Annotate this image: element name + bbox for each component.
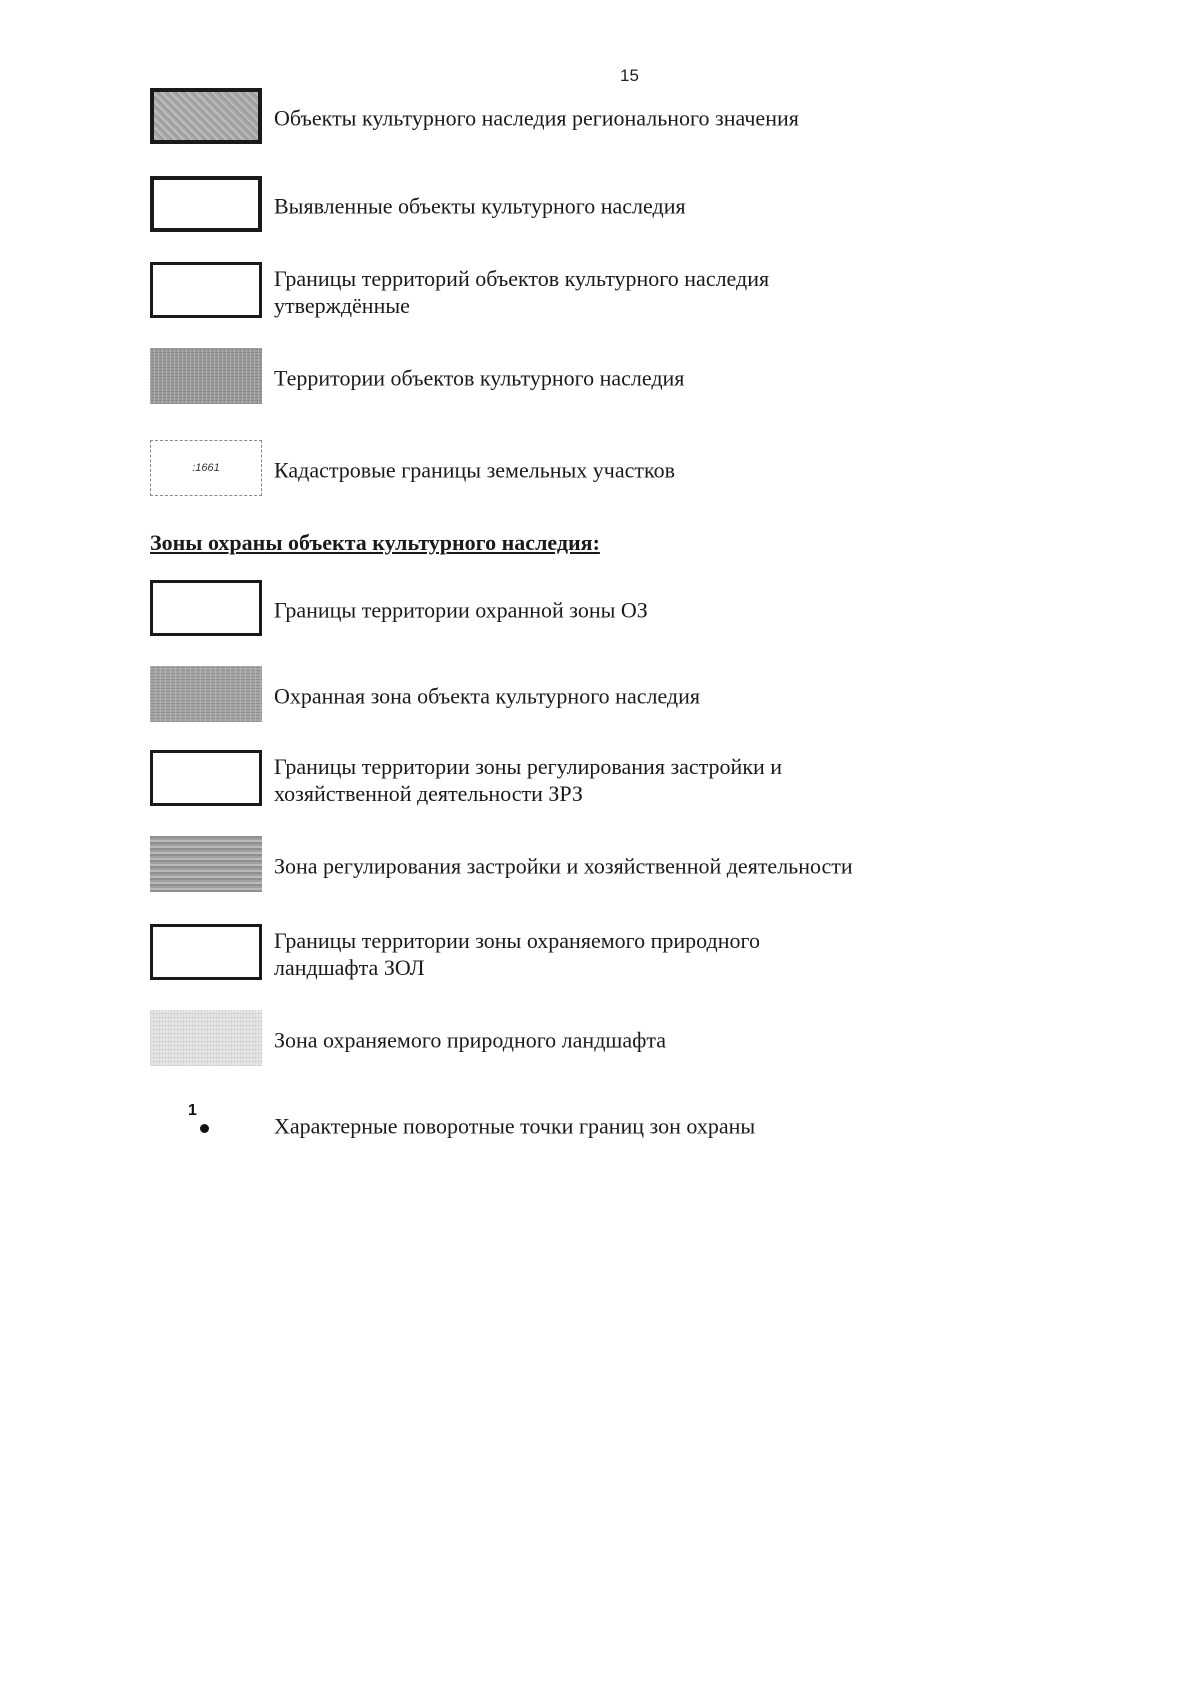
zone-label: Охранная зона объекта культурного наследия <box>274 683 701 709</box>
zone-item-oz-borders <box>150 580 850 640</box>
landscape-zone-swatch-icon <box>150 1010 262 1066</box>
zone-label: Границы территории зоны охраняемого природного ландшафта ЗОЛ <box>274 928 760 980</box>
legend-item-identified-heritage <box>150 176 850 236</box>
point-dot-icon <box>200 1124 209 1133</box>
identified-heritage-swatch-icon <box>150 176 262 232</box>
page-number: 15 <box>620 66 639 85</box>
legend-item-heritage-territories <box>150 348 850 408</box>
legend-label: Кадастровые границы земельных участков <box>274 457 675 483</box>
point-number: 1 <box>188 1102 197 1119</box>
turning-point-icon <box>188 1102 228 1142</box>
legend-item-cadastral-borders <box>150 440 850 500</box>
zone-item-protection-zone <box>150 666 850 726</box>
oz-borders-swatch-icon <box>150 580 262 636</box>
legend-label: Объекты культурного наследия регионального значения <box>274 105 799 131</box>
zones-heading: Зоны охраны объекта культурного наследия: <box>150 530 600 555</box>
cadastral-swatch-icon: :1661 <box>150 440 262 496</box>
zone-item-landscape-zone <box>150 1010 850 1070</box>
regulation-zone-swatch-icon <box>150 836 262 892</box>
zone-label: Границы территории зоны регулирования застройки и хозяйственной деятельности ЗРЗ <box>274 754 783 806</box>
zone-label: Зона регулирования застройки и хозяйственной деятельности <box>274 853 853 879</box>
protection-zone-swatch-icon <box>150 666 262 722</box>
zol-borders-swatch-icon <box>150 924 262 980</box>
legend-label: Выявленные объекты культурного наследия <box>274 193 686 219</box>
legend-item-regional-heritage <box>150 88 850 148</box>
zone-item-turning-points <box>150 1096 850 1156</box>
legend-item-approved-territory-borders <box>150 262 850 322</box>
zrz-borders-swatch-icon <box>150 750 262 806</box>
heritage-territory-swatch-icon <box>150 348 262 404</box>
approved-borders-swatch-icon <box>150 262 262 318</box>
zone-item-zrz-borders <box>150 750 850 810</box>
legend-label: Территории объектов культурного наследия <box>274 365 685 391</box>
zone-label: Характерные поворотные точки границ зон охраны <box>274 1113 756 1139</box>
zone-item-regulation-zone <box>150 836 853 896</box>
zone-label: Границы территории охранной зоны ОЗ <box>274 597 648 623</box>
legend-label: Границы территорий объектов культурного наследия утверждённые <box>274 266 770 318</box>
zone-item-zol-borders <box>150 924 850 984</box>
zone-label: Зона охраняемого природного ландшафта <box>274 1027 667 1053</box>
regional-heritage-swatch-icon <box>150 88 262 144</box>
